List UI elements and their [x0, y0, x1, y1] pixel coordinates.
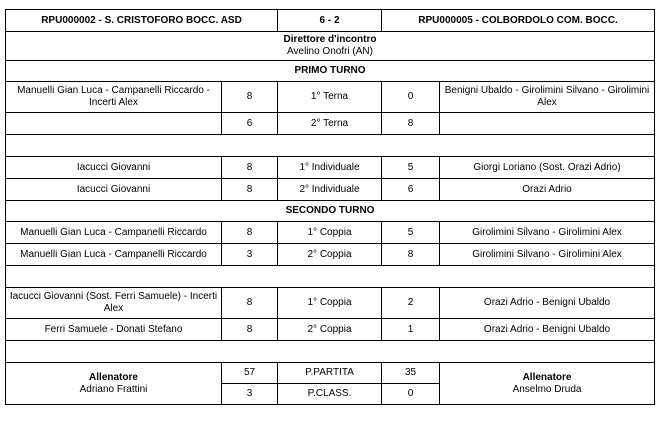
away-score: 8: [382, 113, 440, 135]
match-score: 6 - 2: [278, 10, 382, 32]
footer-row-1: [6, 363, 655, 384]
table-row: [6, 244, 655, 266]
header-row: [6, 10, 655, 32]
away-players: Giorgi Loriano (Sost. Orazi Adrio): [440, 157, 655, 179]
away-coach-label: Allenatore: [522, 371, 572, 383]
event-name: 2° Terna: [278, 113, 382, 135]
home-class-points: 3: [222, 384, 278, 405]
table-row: [6, 82, 655, 113]
second-round-title-row: [6, 201, 655, 222]
away-score: 0: [382, 82, 440, 113]
home-partita-points: 57: [222, 363, 278, 384]
spacer-row: [6, 341, 655, 363]
away-team: RPU000005 - COLBORDOLO COM. BOCC.: [382, 10, 655, 32]
away-players: [440, 113, 655, 135]
home-players: [6, 113, 222, 135]
table-row: [6, 157, 655, 179]
away-players: Girolimini Silvano - Girolimini Alex: [440, 222, 655, 244]
spacer-row: [6, 266, 655, 288]
home-players: Manuelli Gian Luca - Campanelli Riccardo: [6, 222, 222, 244]
home-players: Iacucci Giovanni: [6, 157, 222, 179]
event-name: 1° Terna: [278, 82, 382, 113]
first-round-title: PRIMO TURNO: [6, 61, 655, 82]
class-label: P.CLASS.: [278, 384, 382, 405]
away-players: Benigni Ubaldo - Girolimini Silvano - Girolimini Alex: [440, 82, 655, 113]
home-score: 8: [222, 288, 278, 319]
spacer-cell: [6, 341, 655, 363]
away-partita-points: 35: [382, 363, 440, 384]
spacer-row: [6, 135, 655, 157]
event-name: 2° Coppia: [278, 319, 382, 341]
table-row: [6, 222, 655, 244]
home-score: 8: [222, 157, 278, 179]
partita-label: P.PARTITA: [278, 363, 382, 384]
director-row: [6, 32, 655, 61]
director-name: Avelino Onofri (AN): [287, 46, 373, 57]
away-score: 1: [382, 319, 440, 341]
away-score: 2: [382, 288, 440, 319]
event-name: 2° Individuale: [278, 179, 382, 201]
match-report-table: [5, 9, 655, 405]
away-score: 8: [382, 244, 440, 266]
home-team: RPU000002 - S. CRISTOFORO BOCC. ASD: [6, 10, 278, 32]
event-name: 2° Coppia: [278, 244, 382, 266]
away-players: Orazi Adrio: [440, 179, 655, 201]
away-coach-cell: [440, 363, 655, 405]
home-players: Ferri Samuele - Donati Stefano: [6, 319, 222, 341]
away-players: Girolimini Silvano - Girolimini Alex: [440, 244, 655, 266]
table-row: [6, 288, 655, 319]
director-cell: [6, 32, 655, 61]
home-players: Manuelli Gian Luca - Campanelli Riccardo: [6, 244, 222, 266]
home-coach-name: Adriano Frattini: [79, 383, 148, 395]
second-round-title: SECONDO TURNO: [6, 201, 655, 222]
spacer-cell: [6, 135, 655, 157]
away-players: Orazi Adrio - Benigni Ubaldo: [440, 319, 655, 341]
away-score: 5: [382, 157, 440, 179]
home-players: Iacucci Giovanni (Sost. Ferri Samuele) - Incerti Alex: [6, 288, 222, 319]
home-score: 6: [222, 113, 278, 135]
home-score: 3: [222, 244, 278, 266]
director-label: Direttore d'incontro: [283, 34, 377, 45]
away-score: 6: [382, 179, 440, 201]
home-players: Manuelli Gian Luca - Campanelli Riccardo - Incerti Alex: [6, 82, 222, 113]
table-row: [6, 179, 655, 201]
home-score: 8: [222, 179, 278, 201]
home-score: 8: [222, 82, 278, 113]
away-coach-name: Anselmo Druda: [512, 383, 582, 395]
event-name: 1° Coppia: [278, 222, 382, 244]
table-row: [6, 319, 655, 341]
home-score: 8: [222, 319, 278, 341]
event-name: 1° Individuale: [278, 157, 382, 179]
home-coach-label: Allenatore: [89, 371, 138, 383]
away-players: Orazi Adrio - Benigni Ubaldo: [440, 288, 655, 319]
away-score: 5: [382, 222, 440, 244]
table-row: [6, 113, 655, 135]
event-name: 1° Coppia: [278, 288, 382, 319]
home-coach-cell: [6, 363, 222, 405]
first-round-title-row: [6, 61, 655, 82]
home-score: 8: [222, 222, 278, 244]
spacer-cell: [6, 266, 655, 288]
home-players: Iacucci Giovanni: [6, 179, 222, 201]
away-class-points: 0: [382, 384, 440, 405]
